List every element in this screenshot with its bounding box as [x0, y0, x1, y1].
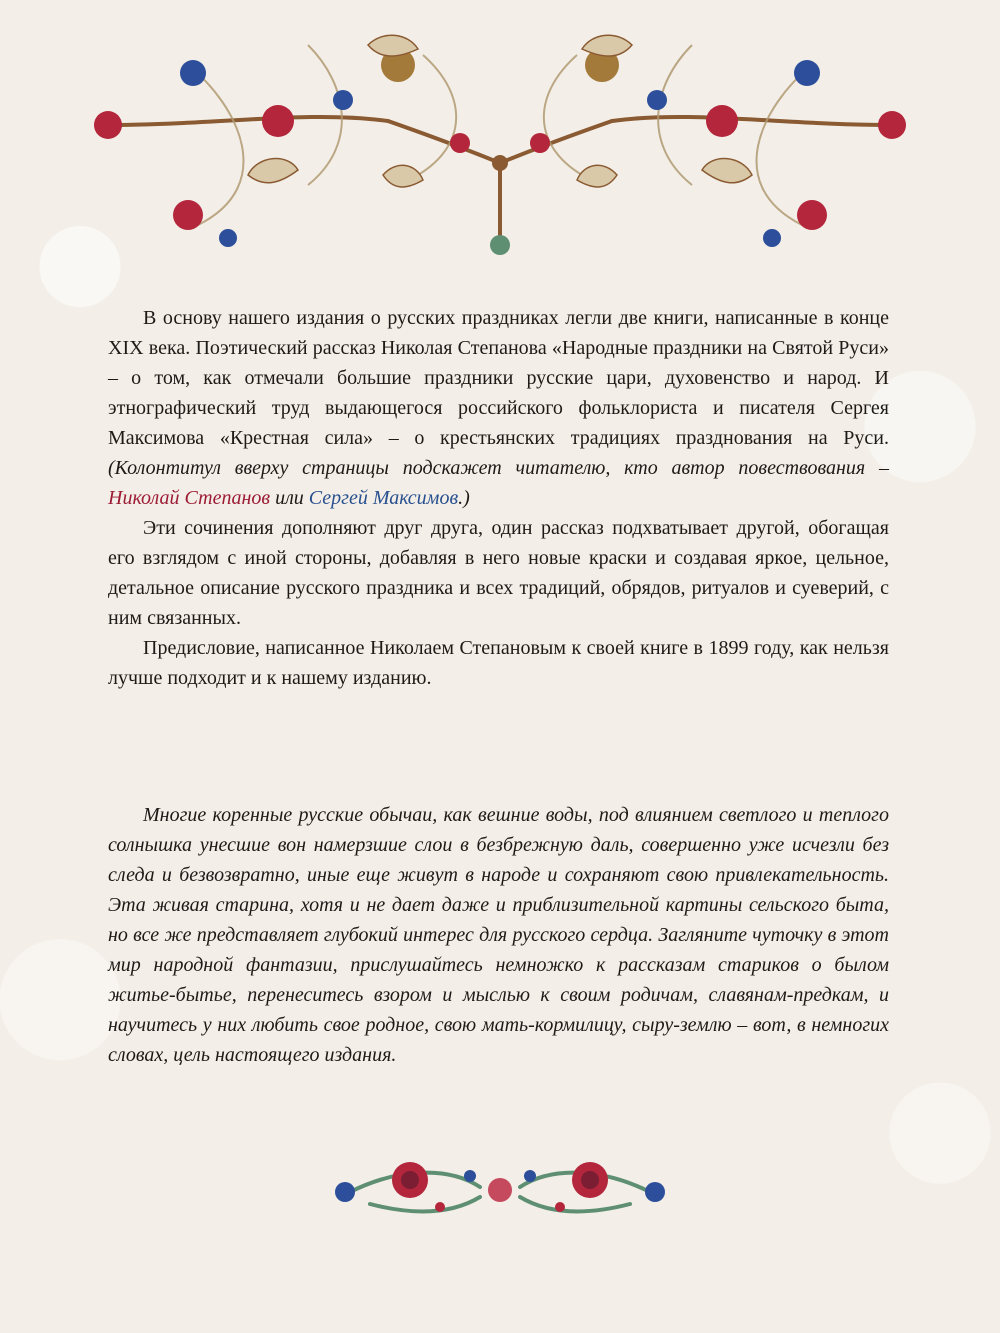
- quote-paragraph: Многие коренные русские обычаи, как вешние воды, под влиянием светлого и теплого солнышка унесшие вон намерзшие слои в безбрежную даль, совершенно уже исчезли без следа и безвозвратно, иные еще живут в народе и сохраняют свою привлекательность. Эта живая старина, хотя и не дает даже и приблизительной картины сельского быта, но все же представляет глубокий интерес для русского сердца. Загляните чуточку в этот мир народной фантазии, прислушайтесь немножко к рассказам стариков о былом житье-бытье, перенеситесь взором и мыслью к своим родичам, славянам-предкам, и научитесь у них любить свое родное, свою мать-кормилицу, сыру-землю – вот, в немногих словах, цель настоящего издания.: [108, 804, 889, 1066]
- paragraph-1-main: В основу нашего издания о русских праздниках легли две книги, написанные в конце XIX века. Поэтический рассказ Николая Степанова «Народные праздники на Святой Руси» – о том, как отмечали большие праздники русские цари, духовенство и народ. И этнографический труд выдающегося российского фольклориста и писателя Сергея Максимова «Крестная сила» – о крестьянских традициях празднования на Руси.: [108, 307, 889, 449]
- intro-text: [108, 303, 889, 693]
- foreword-quote: [108, 800, 889, 1070]
- paragraph-2: Эти сочинения дополняют друг друга, один рассказ подхватывает другой, обогащая его взглядом с иной стороны, добавляя в него новые краски и создавая яркое, цельное, детальное описание русского праздника и всех традиций, обрядов, ритуалов и суеверий, с ним связанных.: [108, 517, 889, 629]
- bottom-floral-ornament: [330, 1152, 670, 1226]
- paragraph-1-note-prefix: (Колонтитул вверху страницы подскажет читателю, кто автор повествования –: [108, 457, 889, 479]
- paragraph-1-note-end: .): [458, 487, 470, 509]
- author-name-stepanov: Николай Степанов: [108, 487, 271, 509]
- paragraph-3: Предисловие, написанное Николаем Степановым к своей книге в 1899 году, как нельзя лучше подходит и к нашему изданию.: [108, 637, 889, 689]
- top-floral-ornament: [58, 25, 942, 270]
- paragraph-1-note-or: или: [270, 487, 309, 509]
- author-name-maximov: Сергей Максимов: [308, 487, 459, 509]
- paragraph-1: [108, 303, 889, 513]
